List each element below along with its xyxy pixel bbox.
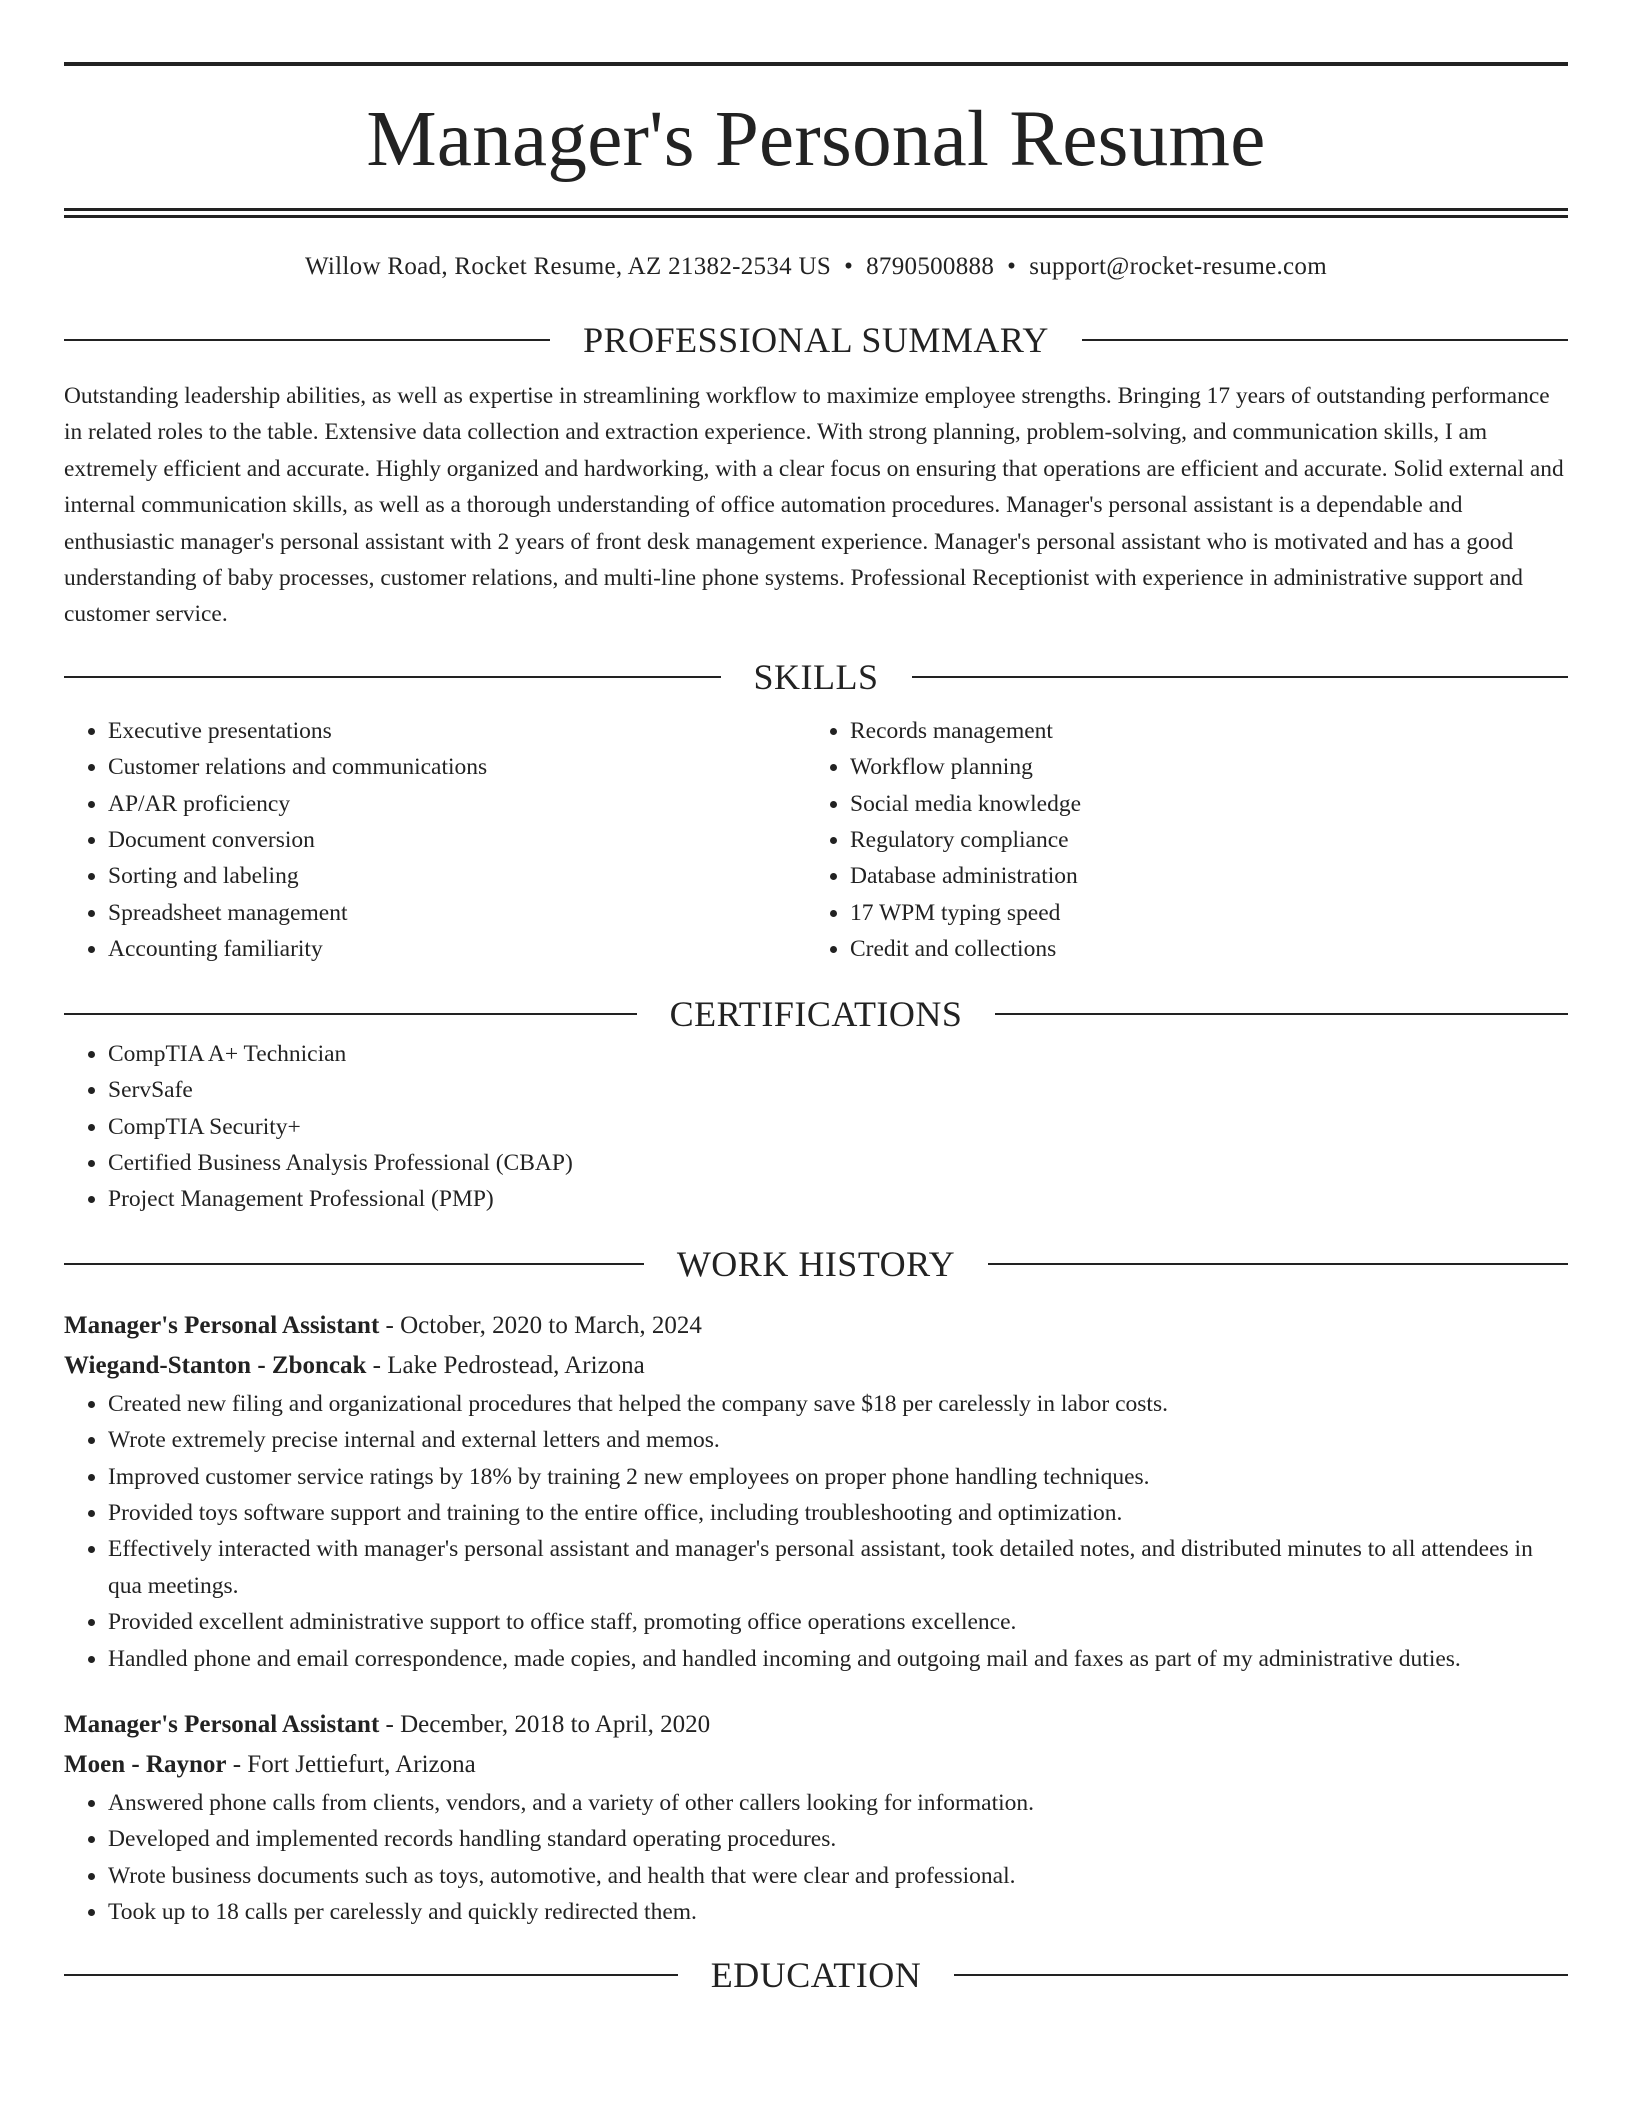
skill-item: • Database administration (850, 858, 1568, 894)
job-title: Manager's Personal Assistant (64, 1311, 380, 1339)
heading-rule-left (64, 339, 550, 341)
job-entry (64, 1705, 1568, 1931)
job-duty-item: • Took up to 18 calls per carelessly and quickly redirected them. (108, 1894, 1568, 1930)
contact-separator: • (1007, 253, 1017, 280)
job-duty-item: • Created new filing and organizational procedures that helped the company save $18 per carelessly in labor costs. (108, 1386, 1568, 1422)
job-duty-item: • Wrote extremely precise internal and external letters and memos. (108, 1422, 1568, 1458)
section-title-work-history: WORK HISTORY (676, 1243, 956, 1284)
heading-rule-right (995, 1013, 1568, 1015)
skill-item: • AP/AR proficiency (108, 786, 806, 822)
skills-list-left (64, 713, 806, 968)
job-duty-item: • Effectively interacted with manager's personal assistant and manager's personal assistant, took detailed notes, and distributed minutes to all attendees in qua meetings. (108, 1531, 1568, 1604)
job-company: Wiegand-Stanton - Zboncak (64, 1351, 367, 1379)
heading-rule-left (64, 1263, 644, 1265)
job-location: - Lake Pedrostead, Arizona (366, 1351, 645, 1379)
job-duty-item: • Wrote business documents such as toys, automotive, and health that were clear and professional. (108, 1858, 1568, 1894)
job-dates: - December, 2018 to April, 2020 (379, 1710, 711, 1738)
heading-rule-right (988, 1263, 1568, 1265)
job-title: Manager's Personal Assistant (64, 1710, 380, 1738)
certification-item: • Project Management Professional (PMP) (108, 1181, 1568, 1217)
job-duty-item: • Handled phone and email correspondence, made copies, and handled incoming and outgoing mail and faxes as part of my administrative duties. (108, 1641, 1568, 1677)
contact-address: Willow Road, Rocket Resume, AZ 21382-2534 US (305, 253, 832, 280)
certification-item: • Certified Business Analysis Professional (CBAP) (108, 1145, 1568, 1181)
skill-item: • Document conversion (108, 822, 806, 858)
job-duty-item: • Developed and implemented records handling standard operating procedures. (108, 1821, 1568, 1857)
section-heading-skills (64, 655, 1568, 699)
certification-item: • CompTIA A+ Technician (108, 1036, 1568, 1072)
job-title-line (64, 1705, 1568, 1745)
certification-item: • CompTIA Security+ (108, 1109, 1568, 1145)
heading-rule-left (64, 676, 721, 678)
contact-phone: 8790500888 (866, 253, 995, 280)
job-location: - Fort Jettiefurt, Arizona (226, 1750, 476, 1778)
job-entry (64, 1306, 1568, 1677)
heading-rule-right (1082, 339, 1568, 341)
heading-rule-left (64, 1974, 678, 1976)
contact-line (64, 250, 1568, 284)
job-company-line (64, 1346, 1568, 1386)
job-duties-list (64, 1386, 1568, 1677)
section-heading-education (64, 1953, 1568, 1997)
heading-rule-right (912, 676, 1569, 678)
skills-list-right (806, 713, 1568, 968)
certification-item: • ServSafe (108, 1072, 1568, 1108)
skill-item: • Accounting familiarity (108, 931, 806, 967)
summary-paragraph: Outstanding leadership abilities, as well as expertise in streamlining workflow to maximize employee strengths. Bringing 17 years of outstanding performance in related roles to the table. Extensive data collection and extraction experience. With strong planning, problem-solving, and communication skills, I am extremely efficient and accurate. Highly organized and hardworking, with a clear focus on ensuring that operations are efficient and accurate. Solid external and internal communication skills, as well as a thorough understanding of office automation procedures. Manager's personal assistant is a dependable and enthusiastic manager's personal assistant with 2 years of front desk management experience. Manager's personal assistant who is motivated and has a good understanding of baby processes, customer relations, and multi-line phone systems. Professional Receptionist with experience in administrative support and customer service. (64, 383, 1564, 628)
skill-item: • Credit and collections (850, 931, 1568, 967)
skills-column-right (806, 713, 1568, 968)
job-title-line (64, 1306, 1568, 1346)
job-duties-list (64, 1785, 1568, 1931)
job-duty-item: • Provided toys software support and training to the entire office, including troubleshooting and optimization. (108, 1495, 1568, 1531)
header-top-rule (64, 62, 1568, 66)
heading-rule-left (64, 1013, 637, 1015)
job-duty-item: • Improved customer service ratings by 18% by training 2 new employees on proper phone handling techniques. (108, 1459, 1568, 1495)
skill-item: • Workflow planning (850, 749, 1568, 785)
contact-separator: • (844, 253, 854, 280)
skill-item: • Executive presentations (108, 713, 806, 749)
skills-column-left (64, 713, 806, 968)
section-title-skills: SKILLS (753, 656, 879, 697)
job-company-line (64, 1745, 1568, 1785)
job-duty-item: • Provided excellent administrative support to office staff, promoting office operations excellence. (108, 1604, 1568, 1640)
skill-item: • Regulatory compliance (850, 822, 1568, 858)
skill-item: • 17 WPM typing speed (850, 895, 1568, 931)
skill-item: • Sorting and labeling (108, 858, 806, 894)
resume-title: Manager's Personal Resume (366, 96, 1266, 183)
skill-item: • Social media knowledge (850, 786, 1568, 822)
job-dates: - October, 2020 to March, 2024 (379, 1311, 702, 1339)
skills-grid (64, 713, 1568, 968)
section-heading-work-history (64, 1242, 1568, 1286)
heading-rule-right (954, 1974, 1568, 1976)
section-title-education: EDUCATION (710, 1954, 922, 1995)
certifications-list (64, 1036, 1568, 1218)
skill-item: • Spreadsheet management (108, 895, 806, 931)
skill-item: • Records management (850, 713, 1568, 749)
job-company: Moen - Raynor (64, 1750, 227, 1778)
section-title-certifications: CERTIFICATIONS (669, 993, 963, 1034)
section-heading-summary (64, 318, 1568, 362)
contact-email: support@rocket-resume.com (1029, 253, 1327, 280)
job-duty-item: • Answered phone calls from clients, vendors, and a variety of other callers looking for information. (108, 1785, 1568, 1821)
section-heading-certifications (64, 992, 1568, 1036)
skill-item: • Customer relations and communications (108, 749, 806, 785)
section-title-summary: PROFESSIONAL SUMMARY (583, 320, 1049, 360)
header-double-rule (64, 208, 1568, 218)
